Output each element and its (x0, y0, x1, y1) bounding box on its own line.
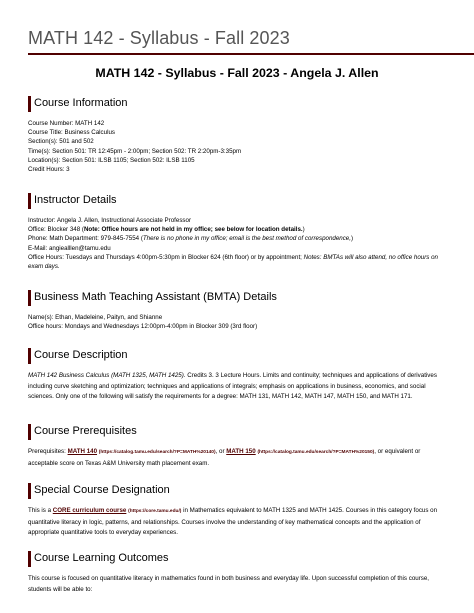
credit-hours: Credit Hours: 3 (28, 166, 70, 174)
bmta-body (28, 313, 448, 331)
instructor-email: E-Mail: angiealllen@tamu.edu (28, 244, 111, 252)
instructor-office (28, 225, 448, 234)
section-heading-text: Course Information (34, 97, 128, 109)
description-paragraph (28, 371, 448, 403)
header-rule (28, 53, 474, 55)
section-heading-text: Instructor Details (34, 194, 117, 206)
section-heading-text: Course Learning Outcomes (34, 552, 169, 564)
office-note: Note: Office hours are not held in my office; see below for location details. (83, 226, 303, 234)
math-140-url[interactable]: (https://catalog.tamu.edu/search/?P=MATH%20140) (98, 450, 216, 455)
page-header (0, 0, 474, 55)
description-body (28, 371, 448, 403)
heading-accent-bar (28, 424, 31, 440)
instructor-body (28, 216, 448, 271)
section-course-information (28, 96, 448, 174)
heading-accent-bar (28, 551, 31, 567)
office-label: Office: Blocker 348 ( (28, 226, 84, 234)
math-140-link[interactable]: MATH 140 (67, 448, 98, 455)
bmta-office-hours: Office hours: Mondays and Wednesdays 12:00pm-4:00pm in Blocker 309 (3rd floor) (28, 323, 258, 331)
section-heading (28, 290, 448, 306)
section-heading-text: Course Description (34, 349, 128, 361)
description-course-name: MATH 142 Business Calculus (MATH 1325, MATH 1425). (28, 372, 186, 379)
outcomes-body (28, 574, 448, 595)
heading-accent-bar (28, 290, 31, 306)
section-heading-text: Business Math Teaching Assistant (BMTA) Details (34, 291, 277, 303)
document-title: MATH 142 - Syllabus - Fall 2023 - Angela J. Allen (95, 66, 379, 80)
section-heading (28, 348, 448, 364)
section-heading (28, 424, 448, 440)
section-heading (28, 96, 448, 112)
special-paragraph (28, 506, 448, 539)
prereqs-paragraph (28, 447, 448, 469)
special-intro: This is a (28, 507, 53, 514)
course-number: Course Number: MATH 142 (28, 120, 105, 127)
prereqs-or: , or (215, 448, 227, 455)
course-locations: Location(s): Section 501: ILSB 1105; Section 502: ILSB 1105 (28, 156, 195, 164)
section-heading-text: Course Prerequisites (34, 425, 137, 437)
hours-note: Notes: BMTAs will also attend, no office hours on exam days. (28, 253, 438, 271)
math-150-link[interactable]: MATH 150 (226, 448, 256, 455)
prereqs-intro: Prerequisites: (28, 448, 68, 455)
special-text: in Mathematics equivalent to MATH 1325 and MATH 1425. Courses in this category focus on quantitative literacy in logic, patterns, and relationships. Courses involve the understanding of key mathematical concepts and the application of appropriate quantitative tools to everyday experiences. (28, 507, 438, 537)
instructor-office-hours (28, 253, 448, 271)
heading-accent-bar (28, 483, 31, 499)
section-bmta-details (28, 290, 448, 331)
section-learning-outcomes (28, 551, 448, 595)
heading-accent-bar (28, 96, 31, 112)
math-150-url[interactable]: (https://catalog.tamu.edu/search/?P=MATH%20150) (257, 450, 375, 455)
core-curriculum-url[interactable]: (https://core.tamu.edu/) (128, 509, 182, 514)
prereqs-body (28, 447, 448, 469)
course-times: Time(s): Section 501: TR 12:45pm - 2:00pm; Section 502: TR 2:20pm-3:35pm (28, 147, 242, 155)
heading-accent-bar (28, 348, 31, 364)
course-info-body (28, 119, 448, 174)
core-curriculum-link[interactable]: CORE curriculum course (52, 507, 127, 514)
page-header-title: MATH 142 - Syllabus - Fall 2023 (28, 28, 290, 48)
section-course-prerequisites (28, 424, 448, 469)
section-heading (28, 193, 448, 209)
phone-label: Phone: Math Department: 979-845-7554 ( (28, 235, 143, 243)
phone-close: ) (350, 235, 354, 243)
prereqs-tail: , or equivalent or acceptable score on Texas A&M University math placement exam. (28, 448, 421, 467)
section-heading-text: Special Course Designation (34, 484, 170, 496)
course-title: Course Title: Business Calculus (28, 129, 116, 137)
outcomes-paragraph: This course is focused on quantitative literacy in mathematics found in both business and everyday life. Upon successful completion of this course, students will be able to: (28, 575, 430, 593)
section-course-description (28, 348, 448, 403)
office-close: ) (302, 226, 305, 234)
section-instructor-details (28, 193, 448, 271)
bmta-names: Name(s): Ethan, Madeleine, Paityn, and Shianne (28, 314, 163, 321)
instructor-phone (28, 234, 448, 243)
heading-accent-bar (28, 193, 31, 209)
section-special-designation (28, 483, 448, 539)
phone-note: There is no phone in my office; email is the best method of correspondence, (142, 235, 351, 243)
hours-text: Office Hours: Tuesdays and Thursdays 4:00pm-5:30pm in Blocker 624 (6th floor) or by appointment; (28, 253, 304, 261)
special-body (28, 506, 448, 539)
instructor-name: Instructor: Angela J. Allen, Instructional Associate Professor (28, 217, 192, 224)
course-sections: Section(s): 501 and 502 (28, 138, 94, 146)
section-heading (28, 483, 448, 499)
description-text: Credits 3. 3 Lecture Hours. Limits and continuity; techniques and applications of derivatives including curve sketching and optimization; techniques and applications of integrals; emphasis on applications in business, economics, and social sciences. Only one of the following will satisfy the requirements for a degree: MATH 131, MATH 142, MATH 147, MATH 150, and MATH 171. (28, 372, 437, 401)
section-heading (28, 551, 448, 567)
